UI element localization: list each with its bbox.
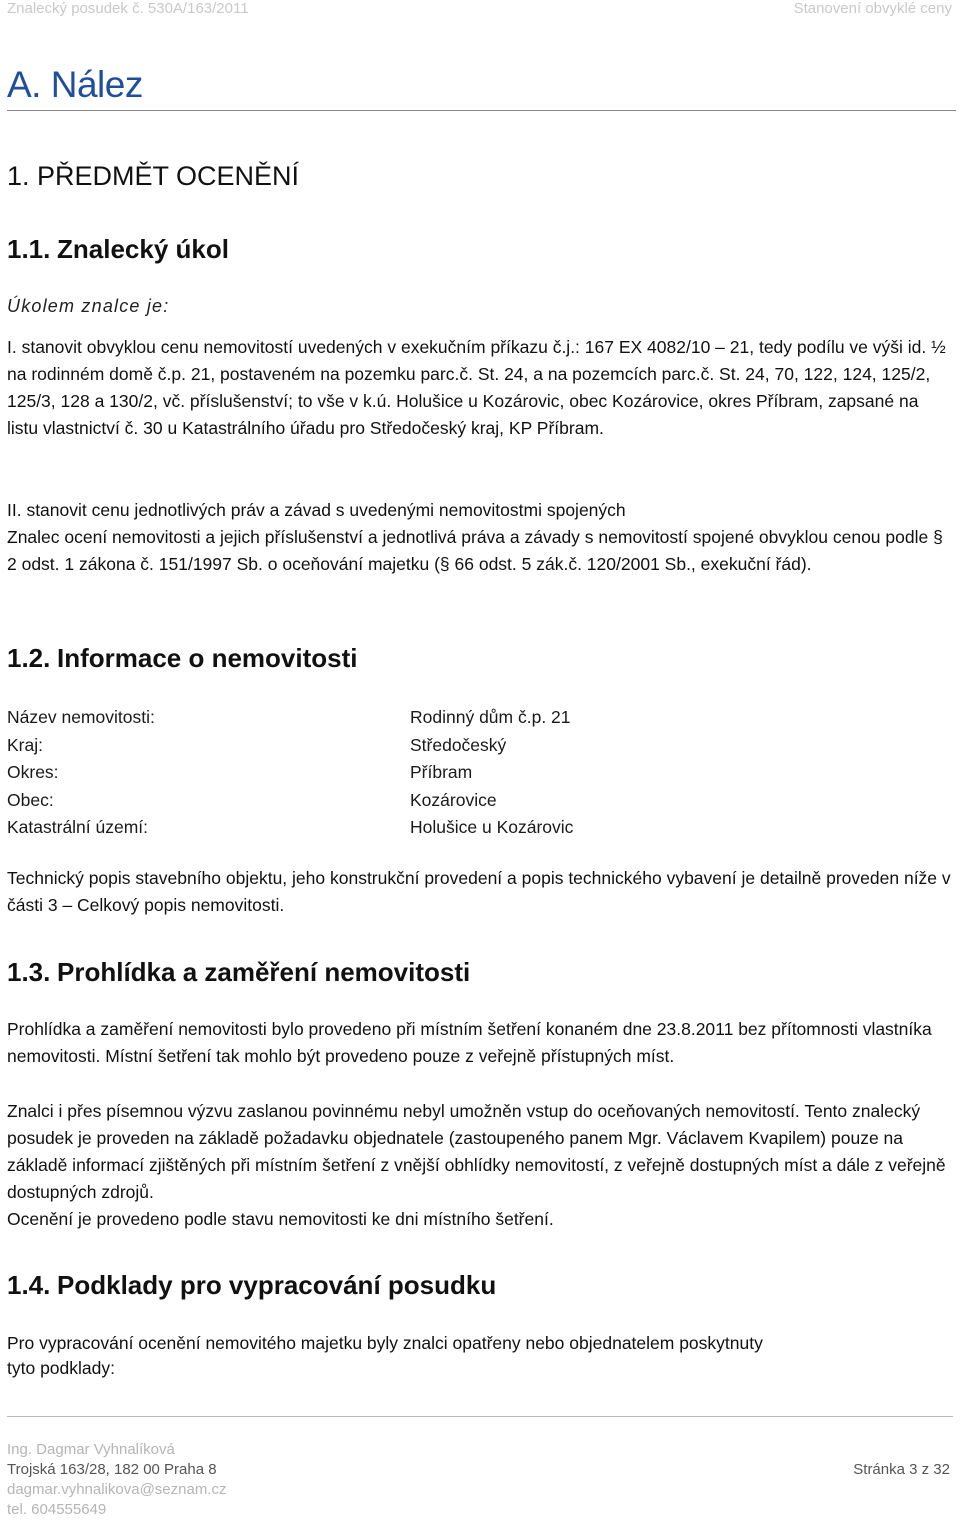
property-label: Obec: <box>7 789 54 810</box>
property-value: Středočeský <box>410 734 507 755</box>
task-paragraph-1: I. stanovit obvyklou cenu nemovitostí uvedených v exekučním příkazu č.j.: 167 EX 4082/10 – 21, tedy podílu ve výši id. ½ na rodinném domě č.p. 21, postaveném na pozemku parc.č. St. 24, a na pozemcích parc.č. St. 24, 70, 122, 124, 125/2, 125/3, 128 a 130/2, vč. příslušenství; to vše v k.ú. Holušice u Kozárovic, obec Kozárovice, okres Příbram, zapsané na listu vlastnictví č. 30 u Katastrálního úřadu pro Středočeský kraj, KP Příbram. <box>7 337 946 438</box>
property-row <box>7 704 707 732</box>
page-number: Stránka 3 z 32 <box>853 1461 950 1478</box>
section-title: Podklady pro vypracování posudku <box>57 1270 497 1300</box>
footer-author-name: Ing. Dagmar Vyhnalíková <box>7 1441 175 1458</box>
sources-paragraph: Pro vypracování ocenění nemovitého majetku byly znalci opatřeny nebo objednatelem poskytnuty tyto podklady: <box>7 1333 763 1378</box>
section-title: Prohlídka a zaměření nemovitosti <box>57 957 471 987</box>
footer-phone: tel. 604555649 <box>7 1501 107 1518</box>
section-number: 1.1. <box>7 234 51 264</box>
footer-email: dagmar.vyhnalikova@seznam.cz <box>7 1481 227 1498</box>
property-row <box>7 759 707 787</box>
inspection-paragraph-1: Prohlídka a zaměření nemovitosti bylo provedeno při místním šetření konaném dne 23.8.2011 bez přítomnosti vlastníka nemovitosti. Místní šetření tak mohlo být provedeno pouze z veřejně přístupných míst. <box>7 1019 932 1066</box>
property-label: Kraj: <box>7 734 43 755</box>
footer-divider <box>7 1416 953 1417</box>
chapter-title: A. Nález <box>7 64 143 105</box>
property-label: Název nemovitosti: <box>7 707 155 727</box>
running-header <box>7 0 952 22</box>
inspection-paragraph-2: Znalci i přes písemnou výzvu zaslanou povinnému nebyl umožněn vstup do oceňovaných nemovitostí. Tento znalecký posudek je proveden na základě požadavku objednatele (zastoupeného panem Mgr. Václavem Kvapilem) pouze na základě informací zjištěných při místním šetření z vnější obhlídky nemovitostí, z veřejně dostupných míst a dále z veřejně dostupných zdrojů. <box>7 1101 946 1202</box>
property-row <box>7 787 707 815</box>
task-subtitle: Úkolem znalce je: <box>7 296 170 316</box>
section-number: 1.2. <box>7 643 51 673</box>
chapter-divider <box>7 110 956 111</box>
header-section-name: Stanovení obvyklé ceny <box>793 0 952 17</box>
property-value: Kozárovice <box>410 789 497 810</box>
property-value: Rodinný dům č.p. 21 <box>410 707 571 727</box>
property-value: Holušice u Kozárovic <box>410 817 574 837</box>
footer-address: Trojská 163/28, 182 00 Praha 8 <box>7 1461 217 1478</box>
property-label: Okres: <box>7 762 59 782</box>
task-paragraph-2: II. stanovit cenu jednotlivých práv a závad s uvedenými nemovitostmi spojených <box>7 500 626 520</box>
task-paragraph-2-detail: Znalec ocení nemovitosti a jejich příslušenství a jednotlivá práva a závady s nemovitostí spojené obvyklou cenou podle § 2 odst. 1 zákona č. 151/1997 Sb. o oceňování majetku (§ 66 odst. 5 zák.č. 120/2001 Sb., exekuční řád). <box>7 527 943 574</box>
property-value: Příbram <box>410 762 473 782</box>
header-document-id: Znalecký posudek č. 530A/163/2011 <box>7 0 249 17</box>
property-info-table <box>7 704 707 842</box>
section-heading-znalecky-ukol <box>7 234 229 265</box>
section-number: 1.4. <box>7 1270 51 1300</box>
property-label: Katastrální území: <box>7 817 149 837</box>
property-row <box>7 814 707 842</box>
section-title: Znalecký úkol <box>57 234 229 264</box>
technical-note: Technický popis stavebního objektu, jeho konstrukční provedení a popis technického vybavení je detailně proveden níže v části 3 – Celkový popis nemovitosti. <box>7 868 951 915</box>
section-heading-podklady <box>7 1270 496 1301</box>
inspection-paragraph-3: Ocenění je provedeno podle stavu nemovitosti ke dni místního šetření. <box>7 1209 554 1229</box>
section-heading-prohlidka <box>7 957 470 988</box>
property-row <box>7 732 707 760</box>
section-heading-predmet-oceneni: 1. PŘEDMĚT OCENĚNÍ <box>7 161 300 191</box>
section-title: Informace o nemovitosti <box>57 643 358 673</box>
section-number: 1.3. <box>7 957 51 987</box>
section-heading-informace <box>7 643 358 674</box>
page-footer <box>7 1440 953 1520</box>
